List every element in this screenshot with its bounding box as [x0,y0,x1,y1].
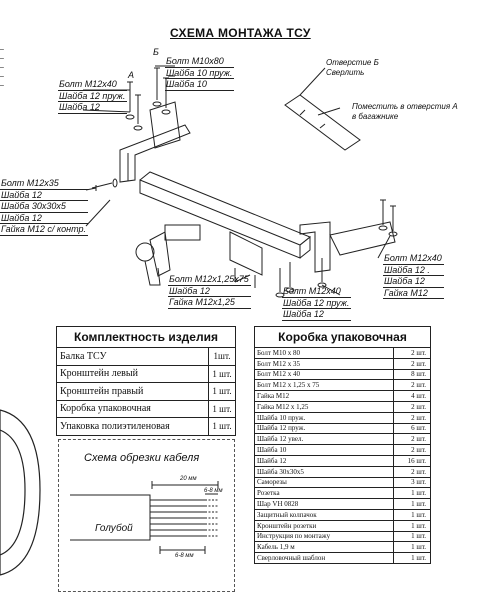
callout-line: Болт М12х40 [384,253,442,263]
note-drill [326,58,379,78]
box-item-name: Шайба 10 пруж. [255,412,394,423]
box-item-qty: 1 шт. [394,509,431,520]
box-item-qty: 1 шт. [394,531,431,542]
kit-item-name: Упаковка полиэтиленовая [57,418,209,436]
callout-top-a [58,79,127,114]
dim-6-8mm-bottom: 6-8 мм [175,553,194,559]
box-item-name: Шайба 10 [255,445,394,456]
box-item-qty: 16 шт. [394,455,431,466]
callout-line: Гайка М12 [383,288,444,300]
box-item-qty: 4 шт. [394,391,431,402]
table-row [57,418,236,436]
box-header: Коробка упаковочная [255,327,431,348]
box-item-name: Гайка М12 х 1,25 [255,401,394,412]
box-item-name: Защитный колпачок [255,509,394,520]
box-item-name: Сверловочный шаблон [255,553,394,564]
cable-cut-title: Схема обрезки кабеля [84,452,200,464]
box-contents-table [254,326,431,564]
box-item-qty: 1 шт. [394,542,431,553]
table-row [57,400,236,418]
callout-line: Гайка М12 с/ контр. [1,224,86,234]
ball-neck [150,232,170,276]
table-row [255,358,431,369]
table-row [255,499,431,510]
callout-line: Шайба 12 пруж. [283,297,350,308]
callout-line: Шайба 12 [282,309,351,321]
table-row [255,391,431,402]
table-row [255,434,431,445]
table-row [255,520,431,531]
callout-line: Шайба 10 пруж. [166,67,233,78]
box-item-name: Шайба 30х30х5 [255,466,394,477]
table-row [57,348,236,366]
box-item-qty: 1 шт. [394,553,431,564]
kit-header: Комплектность изделия [57,327,236,348]
kit-item-qty: 1 шт. [209,418,236,436]
box-item-name: Розетка [255,488,394,499]
box-item-qty: 2 шт. [394,348,431,359]
callout-line: Болт М10х80 [165,56,234,68]
page-title: СХЕМА МОНТАЖА ТСУ [170,26,311,40]
box-item-name: Болт М12 х 40 [255,369,394,380]
box-item-qty: 1 шт. [394,488,431,499]
table-row [255,488,431,499]
edge-mark: – [0,82,4,89]
box-item-name: Инструкция по монтажу [255,531,394,542]
bolt-left [92,183,112,191]
tow-ball [136,243,154,261]
callout-line: Шайба 12 [58,102,127,114]
right-bracket-arm [330,222,395,255]
callout-line: Болт М12х40 [58,79,127,91]
label-b: Б [153,47,159,57]
beam-end-face [300,237,310,258]
box-item-name: Саморезы [255,477,394,488]
center-bracket [165,225,200,240]
kit-table [56,326,236,436]
bolt-a-2 [135,95,141,124]
callout-line: Шайба 30х30х5 [0,201,88,213]
box-item-name: Шар VH 0828 [255,499,394,510]
note-insert [352,102,458,122]
table-row [255,455,431,466]
callout-left [0,178,88,236]
table-row [57,365,236,383]
box-item-name: Болт М12 х 35 [255,358,394,369]
towbar-beam [140,180,300,258]
kit-item-qty: 1 шт. [209,383,236,401]
table-row [255,348,431,359]
callout-line: Шайба 12 . [383,265,444,277]
box-item-qty: 3 шт. [394,477,431,488]
box-item-qty: 8 шт. [394,369,431,380]
box-item-name: Шайба 12 увел. [255,434,394,445]
box-item-qty: 2 шт. [394,358,431,369]
table-row [255,509,431,520]
kit-item-qty: 1 шт. [209,365,236,383]
box-item-qty: 6 шт. [394,423,431,434]
edge-mark: – [0,73,4,80]
table-row [57,383,236,401]
dim-6-8mm-top: 6-8 мм [204,488,223,494]
table-row [255,369,431,380]
note-line: Поместить в отверстия А [352,102,458,111]
edge-circle [0,410,40,575]
callout-line: Шайба 12 [0,190,88,202]
box-item-name: Кронштейн розетки [255,520,394,531]
box-item-qty: 1 шт. [394,520,431,531]
left-bracket-arm [150,102,180,148]
note-line: Отверстие Б [326,58,379,67]
callout-line: Гайка М12х1,25 [168,297,251,309]
table-row [255,531,431,542]
note-line: в багажнике [352,112,399,121]
box-item-name: Кабель 1,9 м [255,542,394,553]
label-a: А [128,70,135,80]
box-item-qty: 2 шт. [394,445,431,456]
box-item-name: Шайба 12 [255,455,394,466]
table-row [255,553,431,564]
bolt-a-1 [127,82,133,112]
table-row [255,423,431,434]
kit-item-name: Балка ТСУ [57,348,209,366]
table-row [255,412,431,423]
table-row [255,401,431,412]
box-item-name: Гайка М12 [255,391,394,402]
table-row [255,466,431,477]
edge-mark: – [0,64,4,71]
box-rows [255,348,431,564]
table-row [255,477,431,488]
edge-mark: – [0,46,4,53]
callout-line: Болт М12х35 [0,178,88,190]
right-bracket [300,222,330,272]
kit-item-qty: 1 шт. [209,400,236,418]
kit-item-name: Кронштейн правый [57,383,209,401]
box-item-qty: 2 шт. [394,412,431,423]
box-item-qty: 2 шт. [394,466,431,477]
box-item-qty: 2 шт. [394,434,431,445]
box-item-qty: 2 шт. [394,401,431,412]
cable-color-label: Голубой [95,523,133,534]
box-item-name: Болт М10 х 80 [255,348,394,359]
callout-top-b [165,56,234,91]
kit-item-qty: 1шт. [209,348,236,366]
kit-item-name: Коробка упаковочная [57,400,209,418]
box-item-qty: 1 шт. [394,499,431,510]
box-item-name: Шайба 12 пруж. [255,423,394,434]
bolt-right-1 [380,200,386,225]
callout-line: Болт М12х40 [282,286,351,298]
callout-right [383,253,444,299]
left-bracket-side [120,150,128,182]
box-item-qty: 2 шт. [394,380,431,391]
bolt-b-1 [154,68,160,100]
callout-line: Шайба 12 [168,286,251,298]
callout-line: Болт М12х1,25х75 [169,274,249,284]
dim-20mm: 20 мм [180,476,197,482]
table-row [255,380,431,391]
box-item-name: Болт М12 х 1,25 х 75 [255,380,394,391]
table-row [255,445,431,456]
callout-line: Шайба 12 [0,213,88,225]
note-line: Сверлить [326,68,365,77]
callout-bottom-right [282,286,351,321]
callout-center [168,274,251,309]
callout-line: Шайба 10 [165,79,234,91]
edge-mark: – [0,55,4,62]
drill-template [285,95,360,150]
kit-item-name: Кронштейн левый [57,365,209,383]
callout-line: Шайба 12 [383,276,444,288]
callout-line: Шайба 12 пруж. [59,90,126,101]
table-row [255,542,431,553]
